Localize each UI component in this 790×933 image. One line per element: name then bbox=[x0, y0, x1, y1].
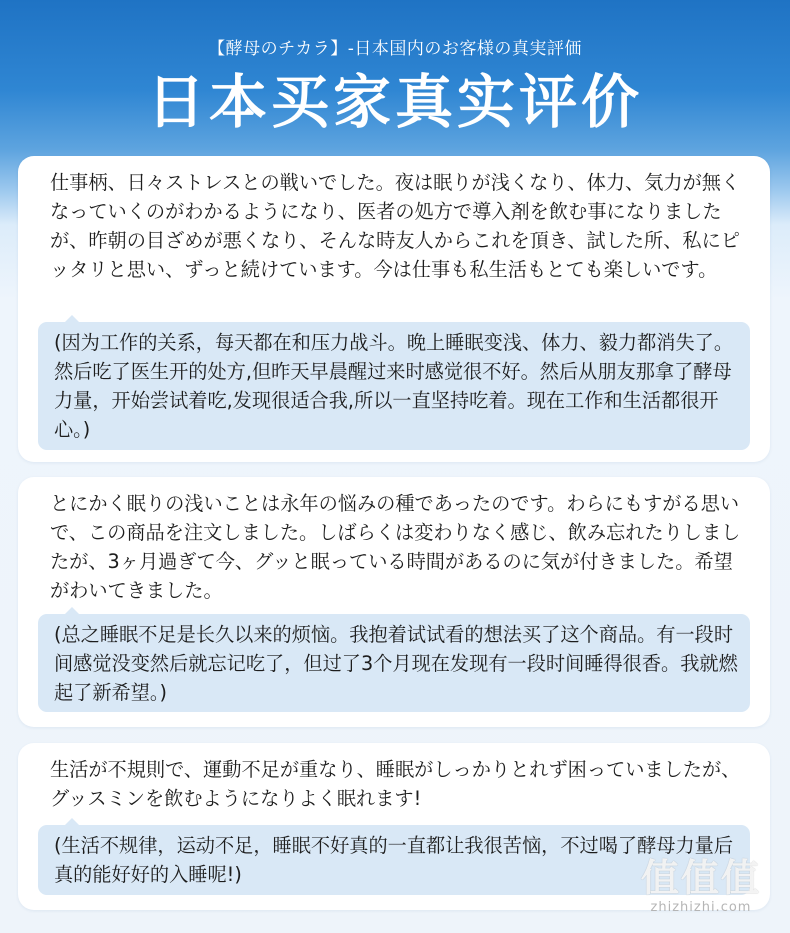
watermark-site: zhizhizhi.com bbox=[650, 900, 752, 915]
watermark bbox=[626, 858, 776, 915]
review-chinese-translation: (生活不规律，运动不足，睡眠不好真的一直都让我很苦恼，不过喝了酵母力量后真的能好好的入睡呢!) bbox=[54, 834, 734, 886]
watermark-logo: 值值值 bbox=[640, 856, 761, 900]
review-card-2 bbox=[18, 477, 770, 727]
review-card-1 bbox=[18, 156, 770, 462]
page-title: 日本买家真实评价 bbox=[146, 68, 643, 136]
review-chinese-translation: (因为工作的关系，每天都在和压力战斗。晚上睡眠变浅、体力、毅力都消失了。然后吃了医生开的处方,但昨天早晨醒过来时感觉很不好。然后从朋友那拿了酵母力量，开始尝试着吃,发现很适合我,所以一直坚持吃着。现在工作和生活都很开心。) bbox=[54, 331, 734, 441]
review-japanese-text: 仕事柄、日々ストレスとの戦いでした。夜は眠りが浅くなり、体力、気力が無くなっていくのがわかるようになり、医者の処方で導入剤を飲む事になりましたが、昨朝の目ざめが悪くなり、そんな時友人からこれを頂き、試した所、私にピッタリと思い、ずっと続けています。今は仕事も私生活もとても楽しいです。 bbox=[50, 171, 741, 281]
translation-bubble bbox=[38, 614, 750, 712]
translation-bubble bbox=[38, 322, 750, 450]
header-subtitle: 【酵母のチカラ】-日本国内のお客様の真実評価 bbox=[208, 39, 582, 59]
review-chinese-translation: (总之睡眠不足是长久以来的烦恼。我抱着试试看的想法买了这个商品。有一段时间感觉没变然后就忘记吃了，但过了3个月现在发现有一段时间睡得很香。我就燃起了新希望。) bbox=[54, 623, 738, 704]
review-japanese-text: 生活が不規則で、運動不足が重なり、睡眠がしっかりとれず困っていましたが、グッスミンを飲むようになりよく眠れます! bbox=[50, 758, 741, 810]
review-japanese-text: とにかく眠りの浅いことは永年の悩みの種であったのです。わらにもすがる思いで、この商品を注文しました。しばらくは変わりなく感じ、飲み忘れたりしましたが、3ヶ月過ぎて今、グッと眠っている時間があるのに気が付きました。希望がわいてきました。 bbox=[50, 492, 741, 602]
